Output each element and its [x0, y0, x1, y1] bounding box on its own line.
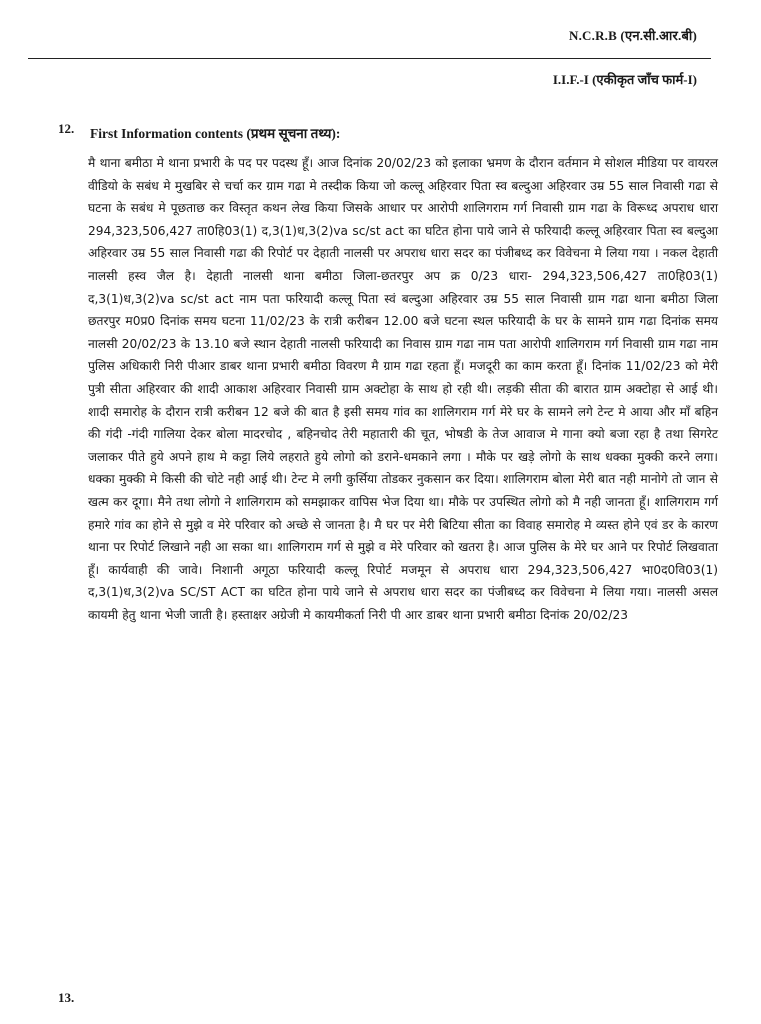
- section-number: 12.: [58, 121, 75, 136]
- form-title: I.I.F.-I (एकीकृत जाँच फार्म-I): [552, 72, 697, 87]
- first-information-text: मै थाना बमीठा मे थाना प्रभारी के पद पर पदस्थ हूँ। आज दिनांक 20/02/23 को इलाका भ्रमण के दौरान वर्तमान मे सोशल मीडिया पर वायरल वीडियो के सबंध मे मुखबिर से चर्चा कर ग्राम गढा मे तस्दीक किया जो कल्लू अहिरवार पिता स्व बल्दुआ अहिरवार उम्र 55 साल निवासी गढा से घटना के सबंध मे पूछताछ कर विस्तृत कथन लेख किया जिसके आधार पर आरोपी शालिगराम गर्ग निवासी ग्राम गढा के विरूध्द अपराध धारा 294,323,506,427 ता0हि03(1) द,3(1)ध,3(2)va sc/st act का घटित होना पाये जाने से फरियादी कल्लू अहिरवार पिता स्व बल्दुआ अहिरवार उम्र 55 साल निवासी गढा की रिपोर्ट पर देहाती नालसी पर अपराध धारा सदर का पंजीबध्द कर विवेचना मे लिया गया । नकल देहाती नालसी हस्व जैल है। देहाती नालसी थाना बमीठा जिला-छतरपुर अप क्र 0/23 धारा- 294,323,506,427 ता0हि03(1) द,3(1)ध,3(2)va sc/st act नाम पता फरियादी कल्लू पिता स्वं बल्दुआ अहिरवार उम्र 55 साल निवासी ग्राम गढा थाना बमीठा जिला छतरपुर म0प्र0 दिनांक समय घटना 11/02/23 के रात्री करीबन 12.00 बजे घटना स्थल फरियादी के घर के सामने ग्राम गढा दिनांक समय नालसी 20/02/23 के 13.10 बजे स्थान देहाती नालसी फरियादी का निवास ग्राम गढा नाम पता आरोपी शालिगराम गर्ग निवासी ग्राम गढा नाम पुलिस अधिकारी निरी पीआर डाबर थाना प्रभारी बमीठा विवरण मै ग्राम गढा रहता हूँ। मजदूरी का काम करता हूँ। दिनांक 11/02/23 को मेरी पुत्री सीता अहिरवार की शादी आकाश अहिरवार निवासी ग्राम अक्टोहा के साथ हो रही थी। लड़की सीता की बारात ग्राम अक्टोहा से आई थी। शादी समारोह के दौरान रात्री करीबन 12 बजे की बात है इसी समय गांव का शालिगराम गर्ग मेरे घर के सामने लगे टेन्ट मे आया और माँ बहिन की गंदी -गंदी गालिया देकर बोला मादरचोद , बहिनचोद तेरी महातारी की चूत, भोषडी के तेज आवाज मे गाना क्यो बजा रहा है तथा सिगरेट जलाकर पीते हुये अपने हाथ मे कट्टा लिये लहराते हुये लोगो को डराने-धमकाने लगा । मौके पर खड़े लोगो के साथ धक्का मुक्की करने लगा। धक्का मुक्की मे किसी की चोटे नही आई थी। टेन्ट मे लगी कुर्सिया तोडकर नुकसान कर दिया। शालिगराम बोला मेरी बात नही मानोगे तो जान से खत्म कर दूगा। मैने तथा लोगो ने शालिगराम को समझाकर वापिस भेज दिया था। मौके पर उपस्थित लोगो को मै नही जानता हूँ। शालिगराम गर्ग हमारे गांव का होने से मुझे व मेरे परिवार को अच्छे से जानता है। मै घर पर मेरी बिटिया सीता का विवाह समारोह मे व्यस्त होने एवं डर के कारण थाना पर रिपोर्ट लिखाने नही आ सका था। शालिगराम गर्ग से मुझे व मेरे परिवार को खतरा है। आज पुलिस के मेरे घर आने पर रिपोर्ट लिखवाता हूँ। कार्यवाही की जावे। निशानी अगूठा फरियादी कल्लू रिपोर्ट मजमून से अपराध धारा 294,323,506,427 भा0द0वि03(1) द,3(1)ध,3(2)va SC/ST ACT का घटित होना पाये जाने से अपराध धारा सदर का पंजीबध्द कर विवेचना मे लिया गया। नालसी असल कायमी हेतु थाना भेजी जाती है। हस्ताक्षर अग्रेजी मे कायमीकर्ता निरी पी आर डाबर थाना प्रभारी बमीठा दिनांक 20/02/23: [88, 156, 718, 622]
- next-section-number: 13.: [58, 990, 75, 1005]
- section-heading: First Information contents (प्रथम सूचना तथ्य):: [90, 126, 341, 141]
- header-rule: [28, 58, 711, 59]
- agency-header: N.C.R.B (एन.सी.आर.बी): [569, 28, 697, 43]
